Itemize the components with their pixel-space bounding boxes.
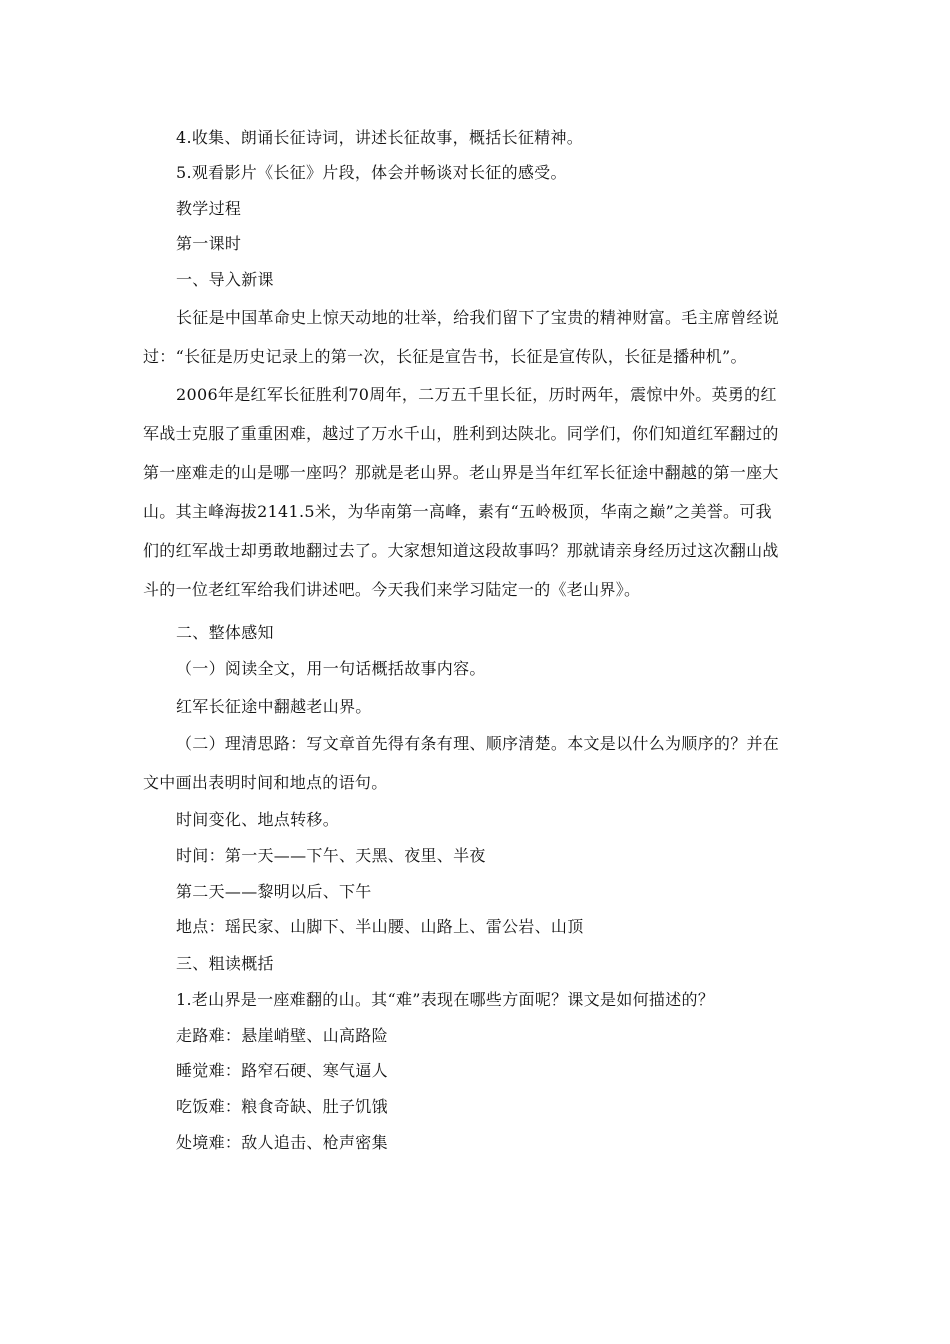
list-item: 4.收集、朗诵长征诗词，讲述长征故事，概括长征精神。 <box>176 128 584 147</box>
paragraph-line: 军战士克服了重重困难，越过了万水千山，胜利到达陕北。同学们，你们知道红军翻过的 <box>143 424 779 443</box>
paragraph-line: 第二天——黎明以后、下午 <box>176 882 372 901</box>
paragraph-line: 斗的一位老红军给我们讲述吧。今天我们来学习陆定一的《老山界》。 <box>143 580 641 599</box>
paragraph-line: 处境难：敌人追击、枪声密集 <box>176 1133 388 1152</box>
list-item: 5.观看影片《长征》片段，体会并畅谈对长征的感受。 <box>176 163 567 182</box>
paragraph-line: 睡觉难：路窄石硬、寒气逼人 <box>176 1061 388 1080</box>
paragraph-line: 们的红军战士却勇敢地翻过去了。大家想知道这段故事吗？那就请亲身经历过这次翻山战 <box>143 541 779 560</box>
paragraph-line: 时间：第一天——下午、天黑、夜里、半夜 <box>176 846 486 865</box>
paragraph-line: 过：“长征是历史记录上的第一次，长征是宣告书，长征是宣传队，长征是播种机”。 <box>143 347 747 366</box>
section-heading: 三、粗读概括 <box>176 954 274 973</box>
paragraph-line: 吃饭难：粮食奇缺、肚子饥饿 <box>176 1097 388 1116</box>
paragraph-line: 文中画出表明时间和地点的语句。 <box>143 773 388 792</box>
paragraph-line: 红军长征途中翻越老山界。 <box>176 697 372 716</box>
section-heading: 二、整体感知 <box>176 623 274 642</box>
paragraph-line: 山。其主峰海拔2141.5米，为华南第一高峰，素有“五岭极顶，华南之巅”之美誉。可我 <box>143 502 772 521</box>
paragraph-line: 地点：瑶民家、山脚下、半山腰、山路上、雷公岩、山顶 <box>176 917 584 936</box>
paragraph-line: 长征是中国革命史上惊天动地的壮举，给我们留下了宝贵的精神财富。毛主席曾经说 <box>176 308 780 327</box>
section-heading: 第一课时 <box>176 234 242 253</box>
paragraph-line: （一）阅读全文，用一句话概括故事内容。 <box>176 659 486 678</box>
section-heading: 一、导入新课 <box>176 270 274 289</box>
paragraph-line: 时间变化、地点转移。 <box>176 810 340 829</box>
paragraph-line: 第一座难走的山是哪一座吗？那就是老山界。老山界是当年红军长征途中翻越的第一座大 <box>143 463 779 482</box>
paragraph-line: 走路难：悬崖峭壁、山高路险 <box>176 1026 388 1045</box>
section-heading: 教学过程 <box>176 199 242 218</box>
paragraph-line: 1.老山界是一座难翻的山。其“难”表现在哪些方面呢？课文是如何描述的？ <box>176 990 715 1009</box>
paragraph-line: 2006年是红军长征胜利70周年，二万五千里长征，历时两年，震惊中外。英勇的红 <box>176 385 777 404</box>
paragraph-line: （二）理清思路：写文章首先得有条有理、顺序清楚。本文是以什么为顺序的？并在 <box>176 734 780 753</box>
